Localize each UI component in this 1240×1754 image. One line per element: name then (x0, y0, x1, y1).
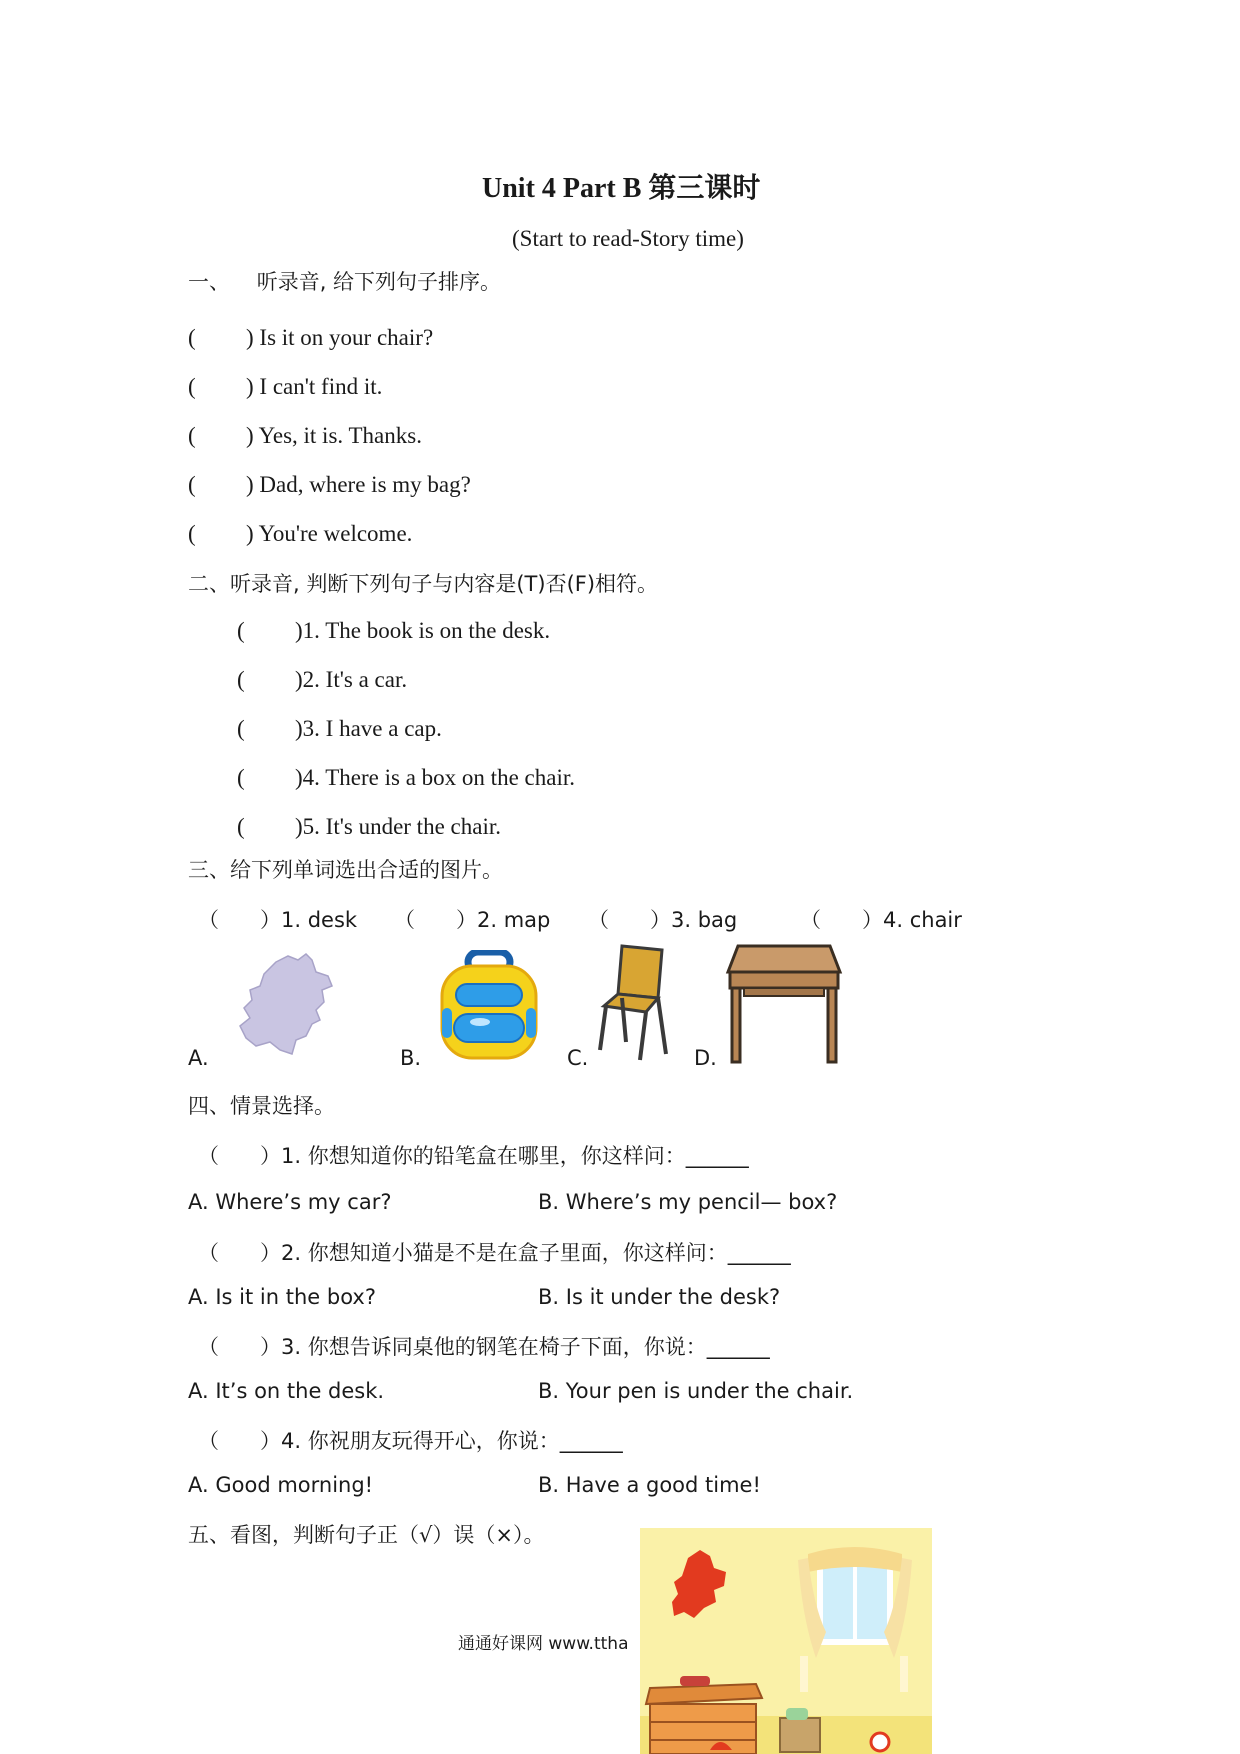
word-item: （ ）1. desk (198, 908, 358, 932)
list-item: ( )3. I have a cap. (237, 716, 442, 741)
answer-blank: ( (237, 716, 245, 741)
section3-heading: 三、给下列单词选出合适的图片。 (188, 858, 503, 882)
word-item: （ ）2. map (394, 908, 551, 932)
question-item: （ ）3. 你想告诉同桌他的钢笔在椅子下面，你说：______ (198, 1335, 770, 1359)
room-scene-icon (640, 1528, 932, 1754)
answer-blank: ( (188, 325, 196, 350)
page-subtitle: (Start to read-Story time) (512, 226, 744, 251)
picture-letter: A. (188, 1046, 209, 1070)
chair-icon (596, 942, 676, 1066)
answer-blank: ( (188, 423, 196, 448)
picture-letter: D. (694, 1046, 717, 1070)
answer-blank: ( (237, 814, 245, 839)
picture-letter: B. (400, 1046, 422, 1070)
answer-blank: ( (188, 374, 196, 399)
section1-heading: 一、 听录音, 给下列句子排序。 (188, 270, 502, 294)
question-item: （ ）4. 你祝朋友玩得开心，你说：______ (198, 1429, 623, 1453)
footer-text: 通通好课网 www.ttha (458, 1634, 629, 1654)
question-item: （ ）2. 你想知道小猫是不是在盒子里面，你这样问：______ (198, 1241, 791, 1265)
backpack-icon (434, 950, 544, 1062)
option-b: B. Is it under the desk? (538, 1285, 781, 1309)
list-item: ( )4. There is a box on the chair. (237, 765, 575, 790)
page-title: Unit 4 Part B 第三课时 (482, 173, 761, 204)
word-item: （ ）3. bag (588, 908, 738, 932)
answer-blank: ( (237, 618, 245, 643)
option-a: A. It’s on the desk. (188, 1379, 385, 1403)
option-b: B. Where’s my pencil— box? (538, 1190, 838, 1214)
word-item: （ ）4. chair (800, 908, 962, 932)
list-item: ( ) Dad, where is my bag? (188, 472, 471, 497)
list-item: ( ) I can't find it. (188, 374, 383, 399)
option-a: A. Where’s my car? (188, 1190, 392, 1214)
picture-letter: C. (567, 1046, 589, 1070)
list-item: ( ) Is it on your chair? (188, 325, 434, 350)
option-b: B. Your pen is under the chair. (538, 1379, 854, 1403)
desk-icon (724, 942, 844, 1066)
list-item: ( )5. It's under the chair. (237, 814, 501, 839)
map-icon (236, 950, 346, 1060)
list-item: ( ) Yes, it is. Thanks. (188, 423, 422, 448)
list-item: ( )1. The book is on the desk. (237, 618, 551, 643)
section4-heading: 四、情景选择。 (188, 1094, 335, 1118)
question-item: （ ）1. 你想知道你的铅笔盒在哪里，你这样问：______ (198, 1144, 749, 1168)
answer-blank: ( (188, 472, 196, 497)
option-a: A. Good morning! (188, 1473, 374, 1497)
answer-blank: ( (237, 667, 245, 692)
option-a: A. Is it in the box? (188, 1285, 376, 1309)
answer-blank: ( (188, 521, 196, 546)
list-item: ( )2. It's a car. (237, 667, 408, 692)
section5-heading: 五、看图，判断句子正（√）误（×）。 (188, 1523, 545, 1547)
answer-blank: ( (237, 765, 245, 790)
list-item: ( ) You're welcome. (188, 521, 413, 546)
option-b: B. Have a good time! (538, 1473, 761, 1497)
section2-heading: 二、听录音, 判断下列句子与内容是(T)否(F)相符。 (188, 572, 659, 596)
